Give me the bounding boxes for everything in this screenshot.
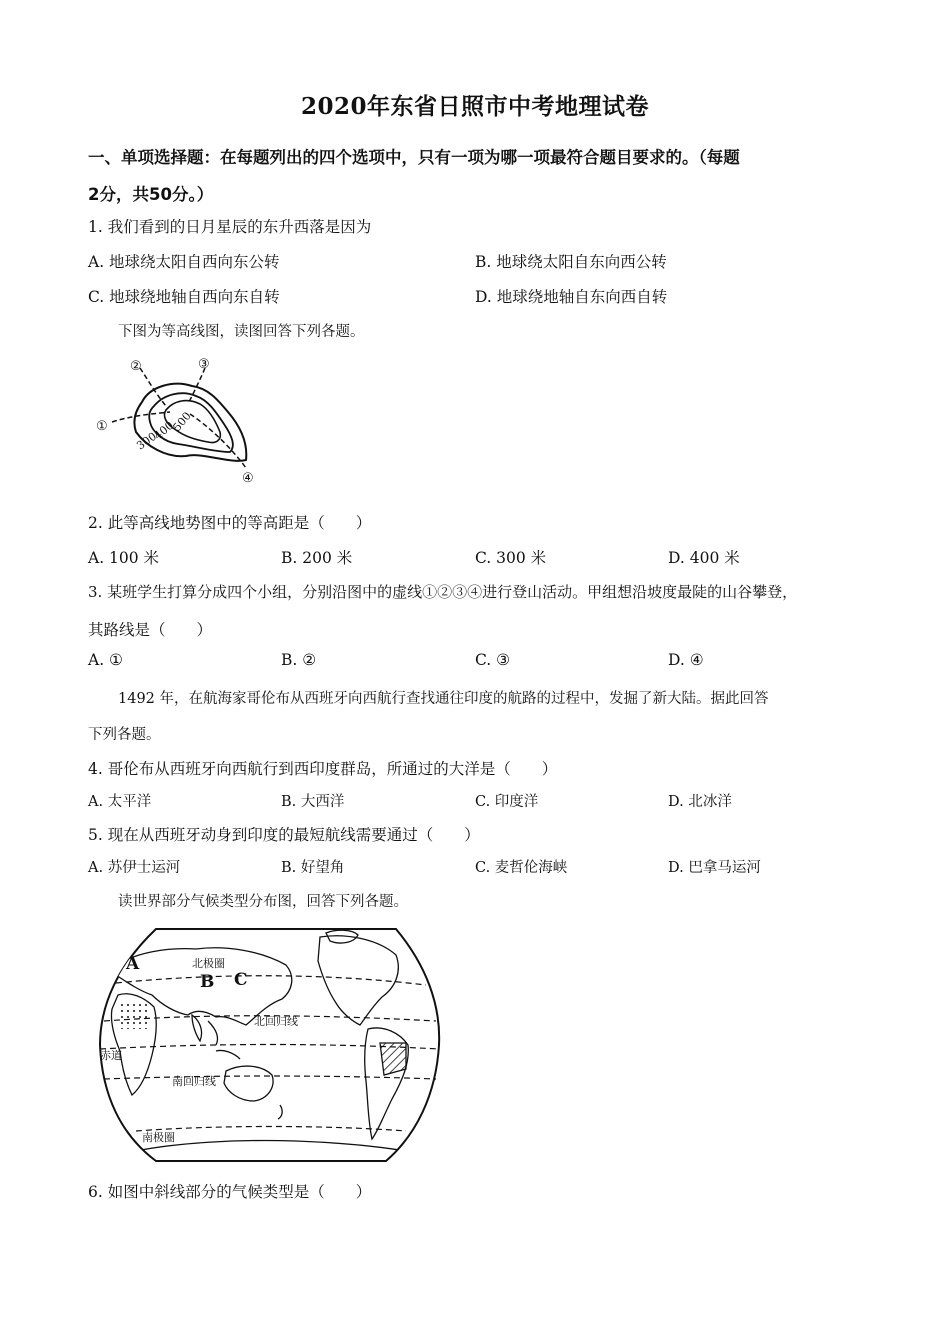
question-2-option-a: A. 100 米 <box>88 549 160 567</box>
contour-label-1: ① <box>96 419 108 434</box>
contour-label-3: ③ <box>198 357 210 372</box>
contour-label-2: ② <box>130 359 142 374</box>
question-2-option-b: B. 200 米 <box>281 549 353 567</box>
question-4-option-d: D. 北冰洋 <box>668 794 732 810</box>
label-tropic-of-cancer: 北回归线 <box>254 1015 298 1028</box>
question-5-option-a: A. 苏伊士运河 <box>88 860 181 876</box>
question-6-stem: 6. 如图中斜线部分的气候类型是（ ） <box>88 1183 372 1201</box>
question-3-stem-line2: 其路线是（ ） <box>88 621 213 639</box>
contour-intro: 下图为等高线图，读图回答下列各题。 <box>118 324 365 340</box>
question-3-option-c: C. ③ <box>475 651 511 669</box>
question-5-option-c: C. 麦哲伦海峡 <box>475 860 568 876</box>
question-3-option-b: B. ② <box>281 651 317 669</box>
question-2-stem: 2. 此等高线地势图中的等高距是（ ） <box>88 514 372 532</box>
climate-marker-b: B <box>200 972 215 992</box>
climate-marker-a: A <box>126 954 140 974</box>
question-4-option-a: A. 太平洋 <box>88 794 152 810</box>
elevation-label-500: 500 <box>170 409 194 434</box>
columbus-intro-line1: 1492 年，在航海家哥伦布从西班牙向西航行查找通往印度的航路的过程中，发掘了新大陆。据此回答 <box>118 691 769 707</box>
contour-label-4: ④ <box>242 471 254 485</box>
question-1-stem: 1. 我们看到的日月星辰的东升西落是因为 <box>88 218 372 236</box>
page-title: 2020年东省日照市中考地理试卷 <box>300 93 649 120</box>
question-1-option-d: D. 地球绕地轴自东向西自转 <box>475 288 668 306</box>
question-1-option-a: A. 地球绕太阳自西向东公转 <box>88 253 280 271</box>
question-3-stem-line1: 3. 某班学生打算分成四个小组，分别沿图中的虚线①②③④进行登山活动。甲组想沿坡度最陡的山谷攀登， <box>88 583 798 601</box>
elevation-label-400: 400 <box>151 418 177 443</box>
question-4-stem: 4. 哥伦布从西班牙向西航行到西印度群岛，所通过的大洋是（ ） <box>88 760 558 778</box>
section-heading-line2: 2分，共50分。） <box>88 185 214 204</box>
question-4-option-c: C. 印度洋 <box>475 794 539 810</box>
question-1-option-b: B. 地球绕太阳自东向西公转 <box>475 253 667 271</box>
label-equator: 赤道 <box>100 1049 122 1062</box>
columbus-intro-line2: 下列各题。 <box>88 727 161 743</box>
question-2-option-d: D. 400 米 <box>668 549 740 567</box>
label-tropic-of-capricorn: 南回归线 <box>172 1075 216 1088</box>
question-3-option-d: D. ④ <box>668 651 704 669</box>
contour-map <box>90 350 270 485</box>
label-antarctic-circle: 南极圈 <box>142 1131 175 1144</box>
question-5-option-d: D. 巴拿马运河 <box>668 860 761 876</box>
question-2-option-c: C. 300 米 <box>475 549 547 567</box>
question-1-option-c: C. 地球绕地轴自西向东自转 <box>88 288 280 306</box>
question-3-option-a: A. ① <box>88 651 123 669</box>
section-heading-line1: 一、单项选择题：在每题列出的四个选项中，只有一项为哪一项最符合题目要求的。（每题 <box>88 148 740 167</box>
world-climate-map <box>96 925 441 1165</box>
question-4-option-b: B. 大西洋 <box>281 794 345 810</box>
question-5-stem: 5. 现在从西班牙动身到印度的最短航线需要通过（ ） <box>88 826 480 844</box>
elevation-label-300: 300 <box>134 429 159 453</box>
label-arctic-circle: 北极圈 <box>192 957 225 970</box>
climate-marker-c: C <box>234 970 248 990</box>
question-5-option-b: B. 好望角 <box>281 860 345 876</box>
climate-intro: 读世界部分气候类型分布图，回答下列各题。 <box>118 894 408 910</box>
